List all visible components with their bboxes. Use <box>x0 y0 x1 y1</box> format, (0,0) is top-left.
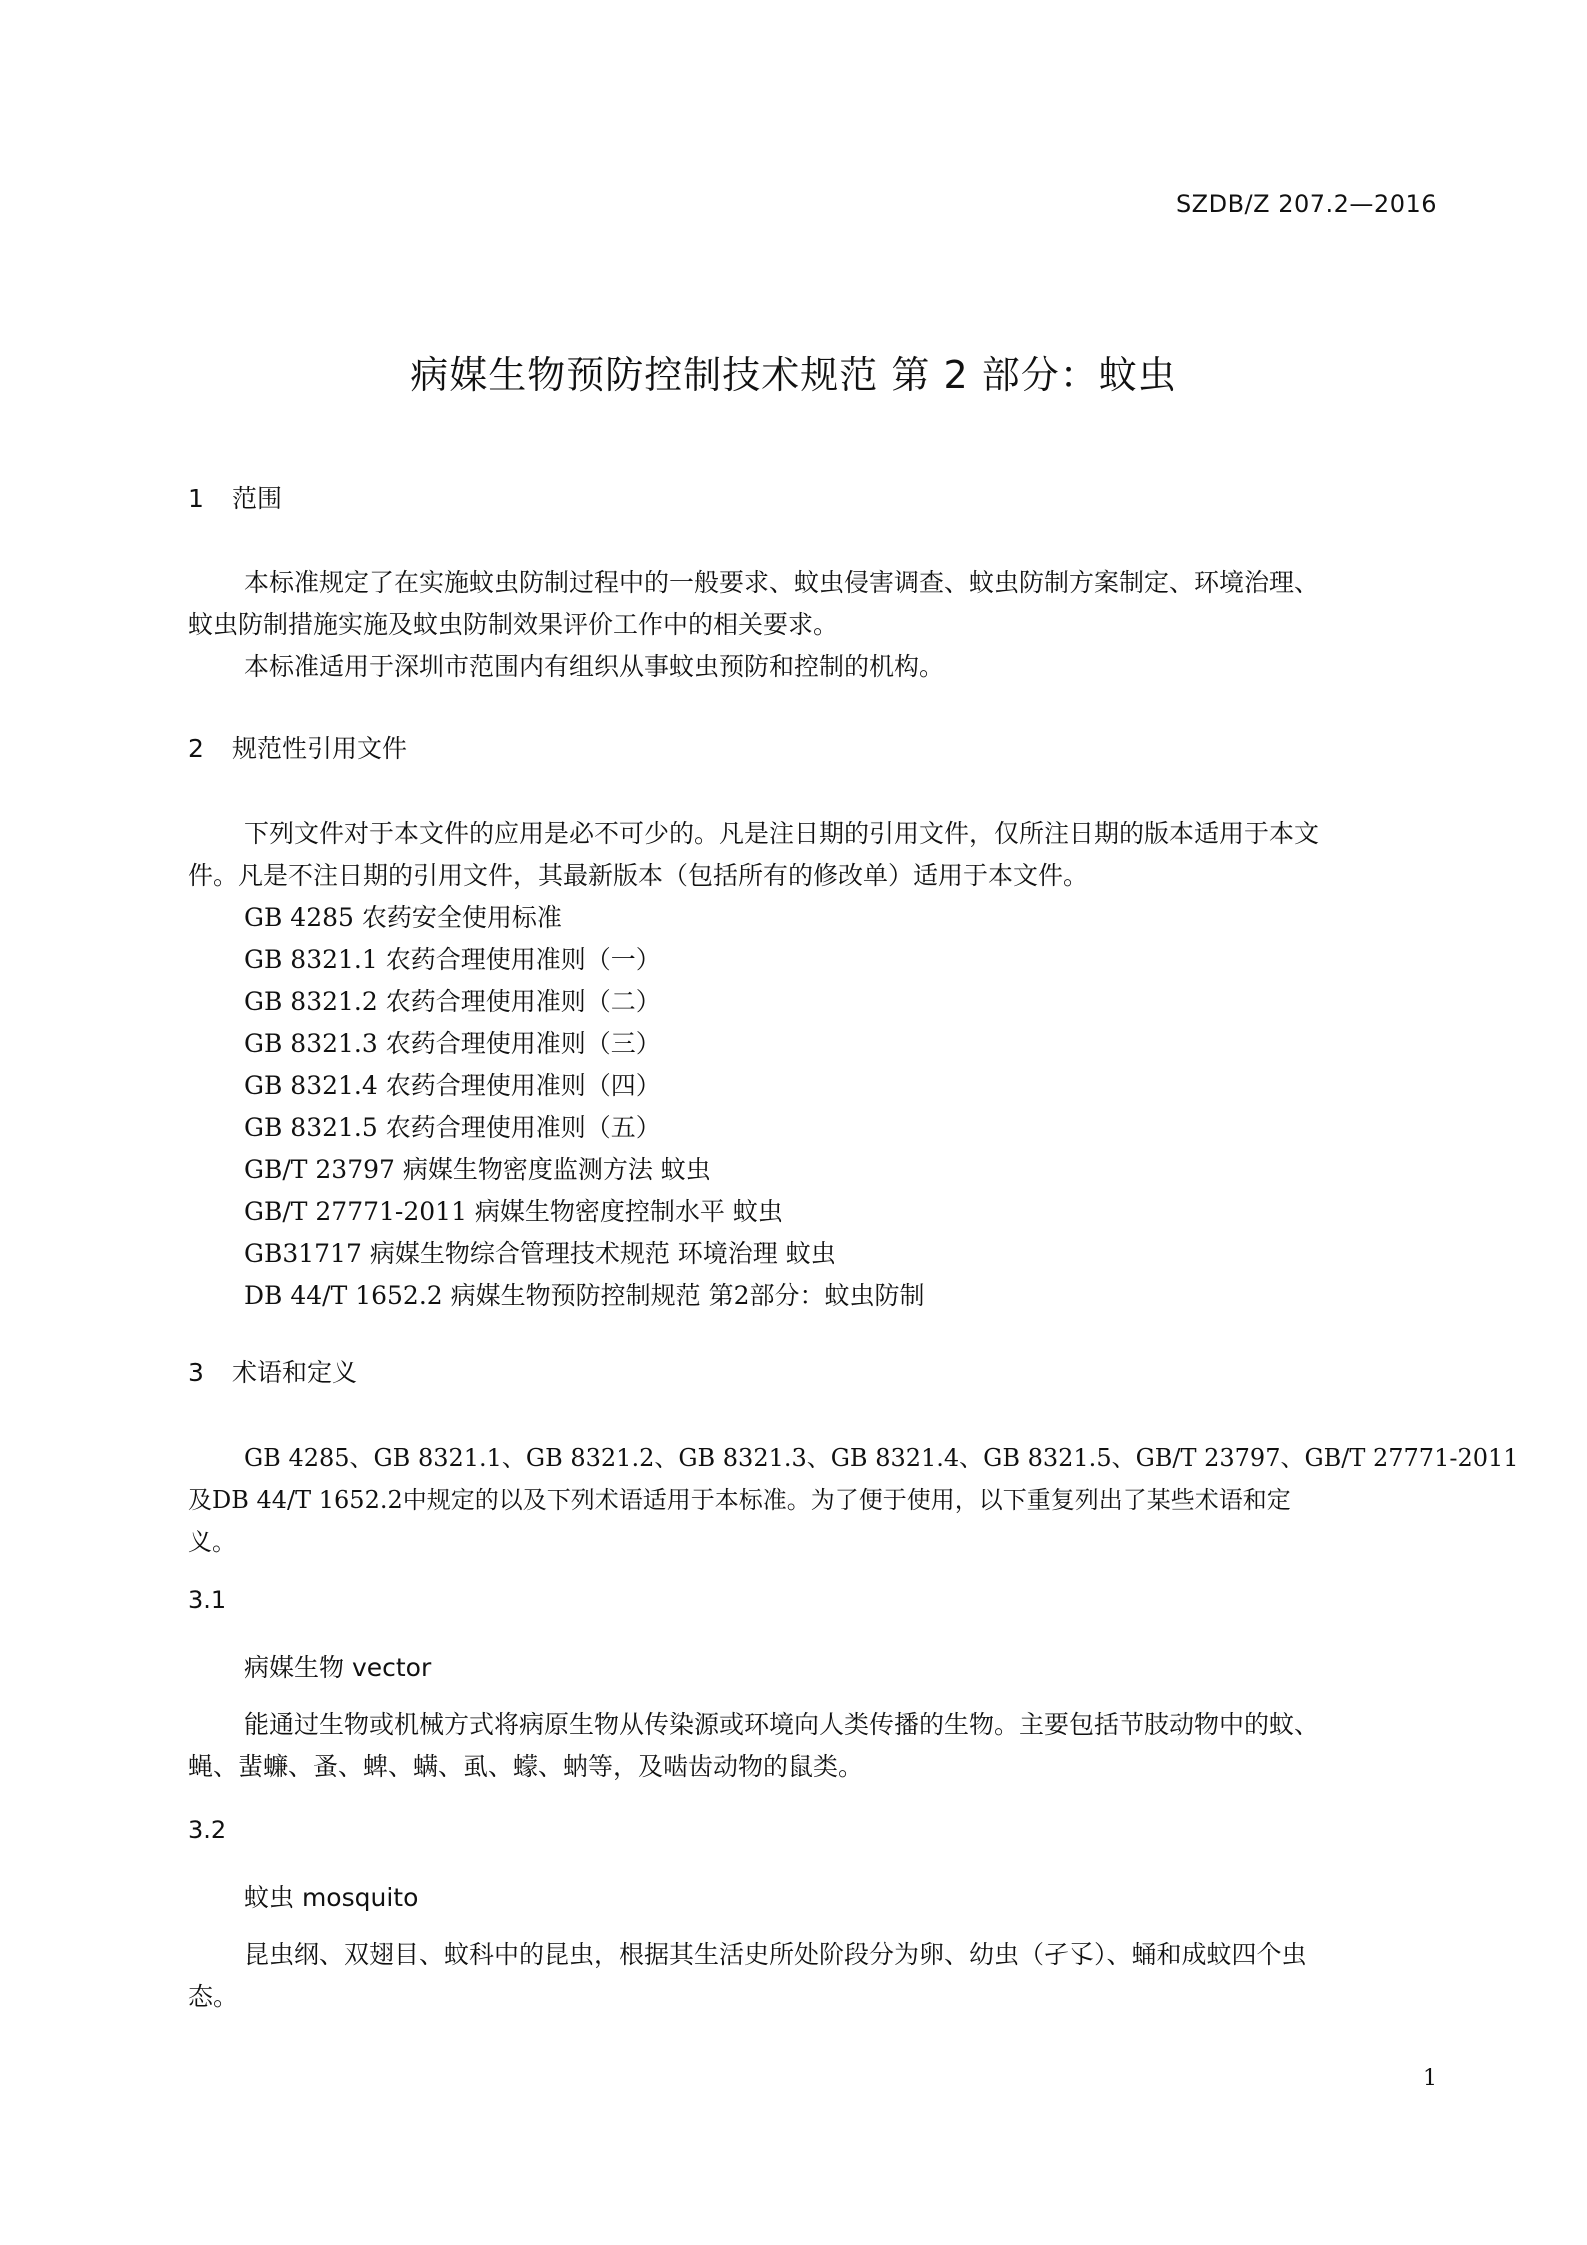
section-2-number: 2 <box>188 734 204 763</box>
normative-references-list <box>244 897 925 1317</box>
section-1-heading <box>188 482 282 516</box>
clause-3-2-number: 3.2 <box>188 1816 227 1844</box>
section-1-paragraph-2 <box>188 646 1438 688</box>
reference-item: GB 8321.4 农药合理使用准则（四） <box>244 1071 661 1100</box>
clause-3-1-definition <box>188 1704 1438 1788</box>
section-3-p1-line-2: 及DB 44/T 1652.2中规定的以及下列术语适用于本标准。为了便于使用，以下重复列出了某些术语和定 <box>188 1486 1291 1514</box>
section-3-title: 术语和定义 <box>232 1358 358 1387</box>
section-2-paragraph-1 <box>188 813 1438 897</box>
clause-3-2-definition <box>188 1934 1438 2018</box>
reference-item: GB/T 23797 病媒生物密度监测方法 蚊虫 <box>244 1155 711 1184</box>
section-3-p1-line-1: GB 4285、GB 8321.1、GB 8321.2、GB 8321.3、GB 8321.4、GB 8321.5、GB/T 23797、GB/T 27771-2011 <box>244 1444 1519 1472</box>
section-2-p1-line-2: 件。凡是不注日期的引用文件，其最新版本（包括所有的修改单）适用于本文件。 <box>188 861 1089 890</box>
section-1-p1-line-1: 本标准规定了在实施蚊虫防制过程中的一般要求、蚊虫侵害调查、蚊虫防制方案制定、环境治理、 <box>244 568 1320 597</box>
reference-item: GB 8321.3 农药合理使用准则（三） <box>244 1029 661 1058</box>
reference-item: GB/T 27771-2011 病媒生物密度控制水平 蚊虫 <box>244 1197 783 1226</box>
clause-3-2-term: 蚊虫 mosquito <box>244 1883 419 1912</box>
reference-item: GB31717 病媒生物综合管理技术规范 环境治理 蚊虫 <box>244 1239 836 1268</box>
section-2-p1-line-1: 下列文件对于本文件的应用是必不可少的。凡是注日期的引用文件，仅所注日期的版本适用于本文 <box>244 819 1320 848</box>
page-number: 1 <box>1423 2066 1437 2091</box>
section-3-number: 3 <box>188 1358 204 1387</box>
reference-item: DB 44/T 1652.2 病媒生物预防控制规范 第2部分：蚊虫防制 <box>244 1281 925 1310</box>
standard-code: SZDB/Z 207.2—2016 <box>1175 190 1437 218</box>
reference-item: GB 8321.5 农药合理使用准则（五） <box>244 1113 661 1142</box>
reference-item: GB 4285 农药安全使用标准 <box>244 903 562 932</box>
reference-item: GB 8321.2 农药合理使用准则（二） <box>244 987 661 1016</box>
section-1-number: 1 <box>188 484 204 513</box>
section-2-heading <box>188 732 407 766</box>
section-2-title: 规范性引用文件 <box>232 734 408 763</box>
clause-3-1-term: 病媒生物 vector <box>244 1653 432 1682</box>
section-3-paragraph-1 <box>188 1437 1519 1563</box>
clause-3-2-def-line-2: 态。 <box>188 1982 239 2011</box>
clause-3-1-def-line-2: 蝇、蜚蠊、蚤、蜱、螨、虱、蠓、蚋等，及啮齿动物的鼠类。 <box>188 1752 864 1781</box>
reference-item: GB 8321.1 农药合理使用准则（一） <box>244 945 661 974</box>
section-1-title: 范围 <box>232 484 283 513</box>
clause-3-1-number: 3.1 <box>188 1586 227 1614</box>
clause-3-2-def-line-1: 昆虫纲、双翅目、蚊科中的昆虫，根据其生活史所处阶段分为卵、幼虫（孑孓）、蛹和成蚊四个虫 <box>244 1940 1307 1969</box>
section-1-p1-line-2: 蚊虫防制措施实施及蚊虫防制效果评价工作中的相关要求。 <box>188 610 839 639</box>
clause-3-1-def-line-1: 能通过生物或机械方式将病原生物从传染源或环境向人类传播的生物。主要包括节肢动物中的蚊、 <box>244 1710 1320 1739</box>
section-1-paragraph-1 <box>188 562 1438 646</box>
document-title: 病媒生物预防控制技术规范 第 2 部分：蚊虫 <box>410 353 1177 397</box>
section-3-p1-line-3: 义。 <box>188 1528 236 1556</box>
section-3-heading <box>188 1356 357 1390</box>
section-1-p2-line-1: 本标准适用于深圳市范围内有组织从事蚊虫预防和控制的机构。 <box>244 652 945 681</box>
